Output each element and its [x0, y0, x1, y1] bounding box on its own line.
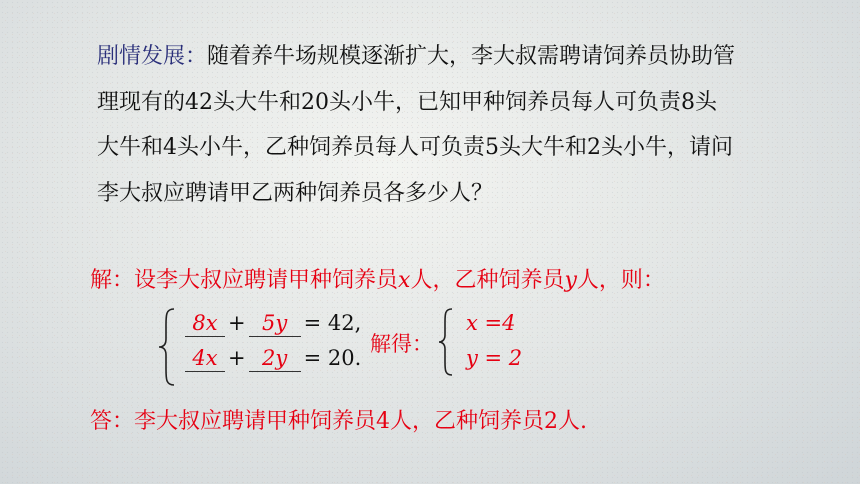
eq1-op: + — [228, 311, 246, 335]
problem-lead: 剧情发展： — [97, 44, 208, 69]
result-x: x =4 — [466, 311, 516, 335]
eq2-term-a: 4x — [192, 346, 218, 370]
eq2-term-b: 2y — [261, 346, 288, 370]
problem-statement — [97, 34, 737, 216]
equation-2 — [185, 346, 361, 372]
setup-var-y: y — [564, 268, 577, 293]
eq2-op: + — [228, 346, 246, 370]
problem-text: 随着养牛场规模逐渐扩大，李大叔需聘请饲养员协助管理现有的42头大牛和20头小牛，已知甲种饲养员每人可负责8头大牛和4头小牛，乙种饲养员每人可负责5头大牛和2头小牛，请问李大叔应聘请甲乙两种饲养员各多少人？ — [97, 44, 736, 206]
eq1-term-b: 5y — [261, 311, 288, 335]
solution-setup — [90, 263, 665, 294]
setup-suffix: 人，则： — [576, 268, 665, 293]
setup-prefix: 解：设李大叔应聘请甲种饲养员 — [90, 268, 399, 293]
setup-mid: 人，乙种饲养员 — [410, 268, 565, 293]
answer: 答：李大叔应聘请甲种饲养员4人，乙种饲养员2人. — [90, 409, 587, 434]
equation-1 — [185, 311, 361, 337]
result-label: 解得： — [370, 332, 433, 356]
setup-var-x: x — [398, 268, 411, 293]
eq2-rhs: = 20. — [303, 346, 362, 370]
eq1-term-a: 8x — [192, 311, 218, 335]
left-brace-icon — [156, 307, 180, 387]
eq1-rhs: = 42, — [303, 311, 362, 335]
result-y: y = 2 — [466, 346, 523, 370]
result-brace-icon — [436, 307, 458, 377]
